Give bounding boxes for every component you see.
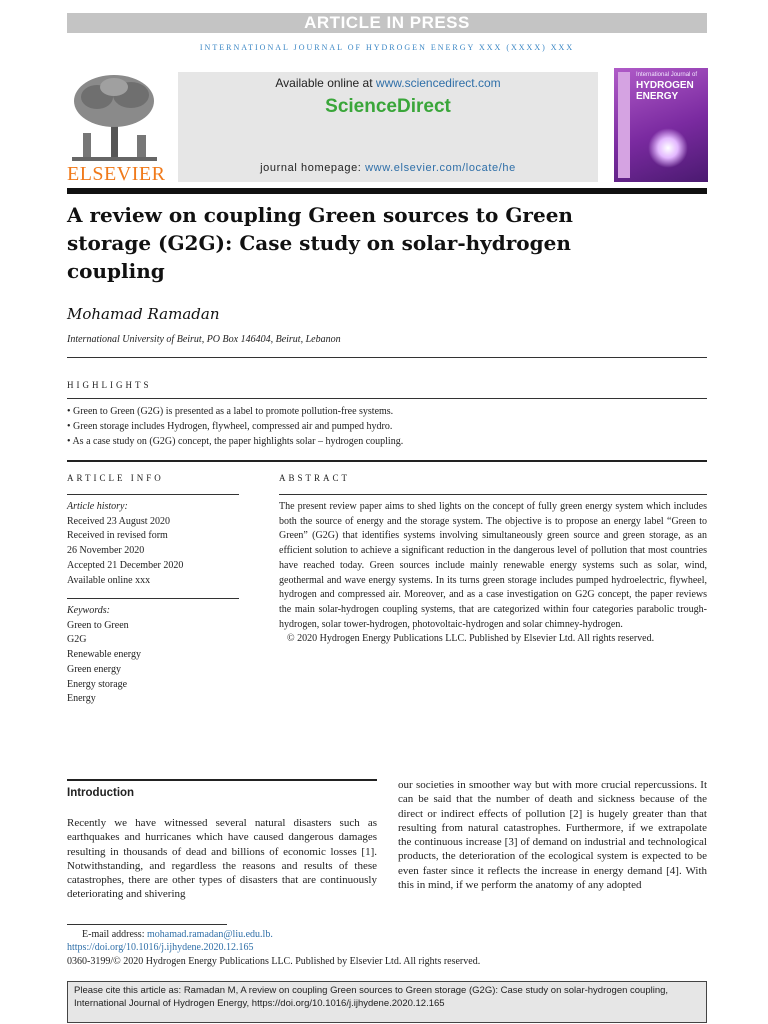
citation-box: [67, 981, 707, 1023]
introduction-right-column: our societies in smoother way but with more crucial repercussions. It can be said that the number of death and sickness because of the direct or indirect effects of pollution [2] is hugely greater than that resulting from natural catastrophes. Furthermore, if we extrapolate the continuous increase [3] of demand on industrial and technological products, the deterioration of the ecological system is expected to be even faster since it reflects the increase in energy demand [4]. With this in mind, if we perform the anatomy of any adopted: [398, 779, 707, 892]
highlight-item: • Green storage includes Hydrogen, flywheel, compressed air and pumped hydro.: [67, 421, 393, 432]
cover-title-1: HYDROGEN: [636, 80, 694, 91]
article-title: A review on coupling Green sources to Green storage (G2G): Case study on solar-hydrogen coupling: [67, 203, 573, 283]
email-footnote: [82, 929, 273, 940]
sciencedirect-link[interactable]: www.sciencedirect.com: [375, 76, 501, 90]
journal-cover-image: [614, 68, 708, 182]
keyword-item: Green to Green: [67, 619, 129, 631]
keyword-item: Energy: [67, 693, 96, 705]
introduction-left-column: Recently we have witnessed several natural disasters such as earthquakes and hurricanes which have caused dangerous damages resulting in thousands of dead and billions of economic losses [1]. Notwithstanding, and regardless the reasons and results of these catastrophes, there are other types of disasters that are continuously deteriorating and shivering: [67, 817, 377, 901]
cover-top-text: International Journal of: [636, 72, 698, 78]
elsevier-wordmark: ELSEVIER: [67, 163, 166, 185]
email-label: E-mail address:: [82, 929, 147, 940]
footnote-divider: [67, 924, 227, 925]
article-in-press-banner: ARTICLE IN PRESS: [67, 13, 707, 33]
history-item: Available online xxx: [67, 574, 151, 586]
history-item: 26 November 2020: [67, 545, 145, 557]
sciencedirect-logo: ScienceDirect: [325, 96, 451, 117]
abstract-text: [279, 500, 707, 647]
highlight-item: • Green to Green (G2G) is presented as a label to promote pollution-free systems.: [67, 406, 394, 417]
article-history-label: Article history:: [67, 501, 128, 512]
article-history: [67, 500, 239, 588]
cover-strip: [618, 72, 630, 178]
highlight-item: • As a case study on (G2G) concept, the paper highlights solar – hydrogen coupling.: [67, 436, 404, 447]
cover-glow: [648, 128, 688, 168]
article-info-label: ARTICLE INFO: [67, 473, 164, 483]
keyword-item: Energy storage: [67, 678, 128, 690]
journal-running-header: INTERNATIONAL JOURNAL OF HYDROGEN ENERGY XXX (XXXX) XXX: [199, 43, 575, 52]
journal-homepage-link[interactable]: www.elsevier.com/locate/he: [365, 162, 516, 174]
citation-text: Please cite this article as: Ramadan M, A review on coupling Green sources to Green storage (G2G): Case study on solar-hydrogen coupling, International Journal of Hydrogen Energy, https://doi.org/10.1016/j.ijhydene.2020.12.165: [74, 985, 669, 1009]
divider: [67, 398, 707, 399]
history-item: Received 23 August 2020: [67, 515, 171, 527]
highlights-label: HIGHLIGHTS: [67, 380, 152, 390]
available-online-label: Available online at: [275, 76, 376, 90]
issn-line: 0360-3199/© 2020 Hydrogen Energy Publications LLC. Published by Elsevier Ltd. All rights reserved.: [67, 956, 481, 967]
divider: [67, 460, 707, 462]
author-affiliation: International University of Beirut, PO Box 146404, Beirut, Lebanon: [67, 334, 341, 345]
introduction-heading: Introduction: [67, 787, 135, 799]
doi-link[interactable]: https://doi.org/10.1016/j.ijhydene.2020.12.165: [67, 942, 254, 953]
journal-homepage-line: [178, 162, 598, 174]
available-online-line: [178, 76, 598, 90]
cover-title: [636, 80, 694, 102]
abstract-copyright: © 2020 Hydrogen Energy Publications LLC. Published by Elsevier Ltd. All rights reserved.: [287, 633, 655, 645]
email-link[interactable]: mohamad.ramadan@liu.edu.lb.: [146, 929, 273, 940]
author-name: Mohamad Ramadan: [67, 305, 220, 323]
divider: [67, 494, 239, 495]
divider: [279, 494, 707, 495]
header-divider: [67, 188, 707, 194]
divider: [67, 779, 377, 781]
keyword-item: Renewable energy: [67, 649, 141, 661]
divider: [67, 598, 239, 599]
sciencedirect-box: [178, 72, 598, 182]
highlights-list: [67, 404, 707, 449]
history-item: Accepted 21 December 2020: [67, 559, 184, 571]
keywords: [67, 604, 239, 707]
cover-title-2: ENERGY: [636, 91, 679, 102]
keyword-item: Green energy: [67, 663, 121, 675]
keyword-item: G2G: [67, 634, 87, 646]
journal-homepage-label: journal homepage:: [260, 162, 366, 174]
abstract-label: ABSTRACT: [279, 473, 351, 483]
divider: [67, 357, 707, 358]
abstract-body: The present review paper aims to shed lights on the concept of fully green energy system which includes both the source of energy and the storage system. The objective is to propose an energy label “Green to Green” (G2G) that identifies systems involving simultaneously green source and green storage, as an efficient solution to achieve a significant reduction in the dangerous level of pollution that most countries have reached today. Green sources include mainly renewable energy systems such as solar, wind, geothermal and wave energy systems. In its turns green storage includes pumped hydroelectric, flywheel, hydrogen and compressed air. Moreover, and as a case investigation on G2G concept, the paper reviews the main solar-hydrogen coupling systems, that are categorized within four categories parabolic trough-hydrogen, solar tower-hydrogen, photovoltaic-hydrogen and solar chimney-hydrogen.: [279, 501, 707, 630]
history-item: Received in revised form: [67, 530, 168, 542]
keywords-label: Keywords:: [67, 605, 110, 616]
